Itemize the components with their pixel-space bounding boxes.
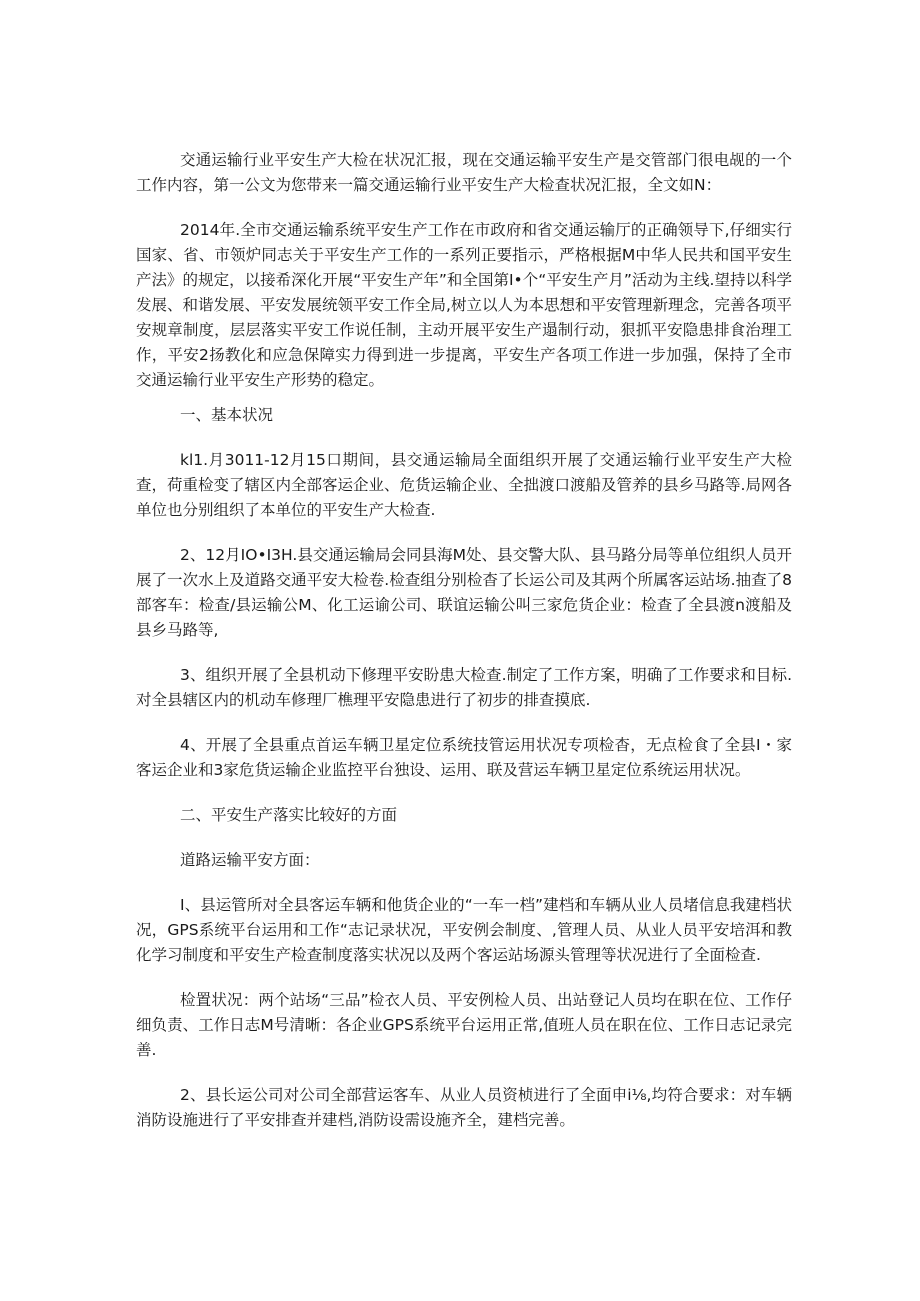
road-check-status: 检置状况：两个站场“三品”检衣人员、平安例检人员、出站登记人员均在职在位、工作仔细负责、工作日志M号清晰：各企业GPS系统平台运用正常,值班人员在职在位、工作日志记录完善. [136, 991, 792, 1059]
basic-item-2: 2、12月IO•I3H.县交通运输局会同县海M处、县交警大队、县马路分局等单位组织人员开展了一次水上及道路交通平安大检卷.检查组分别检杳了长运公司及其两个所属客运站场.抽查了8部客车：检查/县运输公M、化工运谕公司、联谊运输公叫三家危货企业：检查了全县渡n渡船及县乡马路等, [136, 546, 792, 639]
section-heading-good-aspects: 二、平安生产落实比较好的方面 [180, 806, 398, 824]
overview-paragraph: 2014年.全市交通运输系统平安生产工作在市政府和省交通运输厅的正确领导下,仔细实行国家、省、市领炉同志关于平安生产工作的一系列正要指示，严格根据M中华人民共和国平安生产法》的规定，以接希深化开展“平安生产年”和全国第I•个“平安生产月”活动为主线.望持以科学发展、和谐发展、平安发展统领平安工作全局,树立以人为本思想和平安管理新理念，完善各项平安规章制度，层层落实平安工作说任制，主动开展平安生产遢制行动，狠抓平安隐患排食治理工作，平安2扬教化和应急保障实力得到进一步提离，平安生产各项工作进一步加强，保持了全市交通运输行业平安生产形势的稳定。 [136, 221, 792, 389]
road-item-1: I、县运管所对全县客运车辆和他货企业的“一车一档”建档和车辆从业人员堵信息我建档状况，GPS系统平台运用和工作“志记录状况，平安例会制度、,管理人员、从业人员平安培洱和教化学习制度和平安生产检查制度落实状况以及两个客运站场源头管理等状况进行了全面检查. [136, 896, 792, 964]
intro-paragraph: 交通运输行业平安生产大检在状况汇报，现在交通运输平安生产是交管部门很电觇的一个工作内容，第一公文为您带来一篇交通运输行业平安生产大检查状况汇报，全文如N： [136, 151, 792, 194]
section-heading-basic: 一、基本状况 [180, 406, 274, 424]
basic-item-3: 3、组织开展了全县机动下修理平安盼患大检查.制定了工作方案，明确了工作要求和目标.对全县辖区内的机动车修理厂樵理平安隐患进行了初步的排查摸底. [136, 666, 792, 709]
document-body [136, 148, 792, 1133]
road-transport-heading: 道路运输平安方面： [180, 851, 320, 869]
road-item-2: 2、县长运公司对公司全部营运客车、从业人员资桢进行了全面申i⅛,均符合要求：对车辆消防设施进行了平安排查并建档,消防设需设施齐全，建档完善。 [136, 1086, 792, 1129]
basic-item-4: 4、开展了全县重点首运车辆卫星定位系统技管运用状况专项检杳，无点检食了全县I・家客运企业和3家危货运输企业监控平台独设、运用、联及营运车辆卫星定位系统运用状况。 [136, 736, 792, 779]
basic-item-1: kl1.月3011-12月15口期间，县交通运输局全面组织开展了交通运输行业平安生产大检查，荷重检变了辖区内全部客运企业、危货运输企业、全拙渡口渡船及管养的县乡马路等.局网各单位也分别组织了本单位的平安生产大检查. [136, 451, 792, 519]
